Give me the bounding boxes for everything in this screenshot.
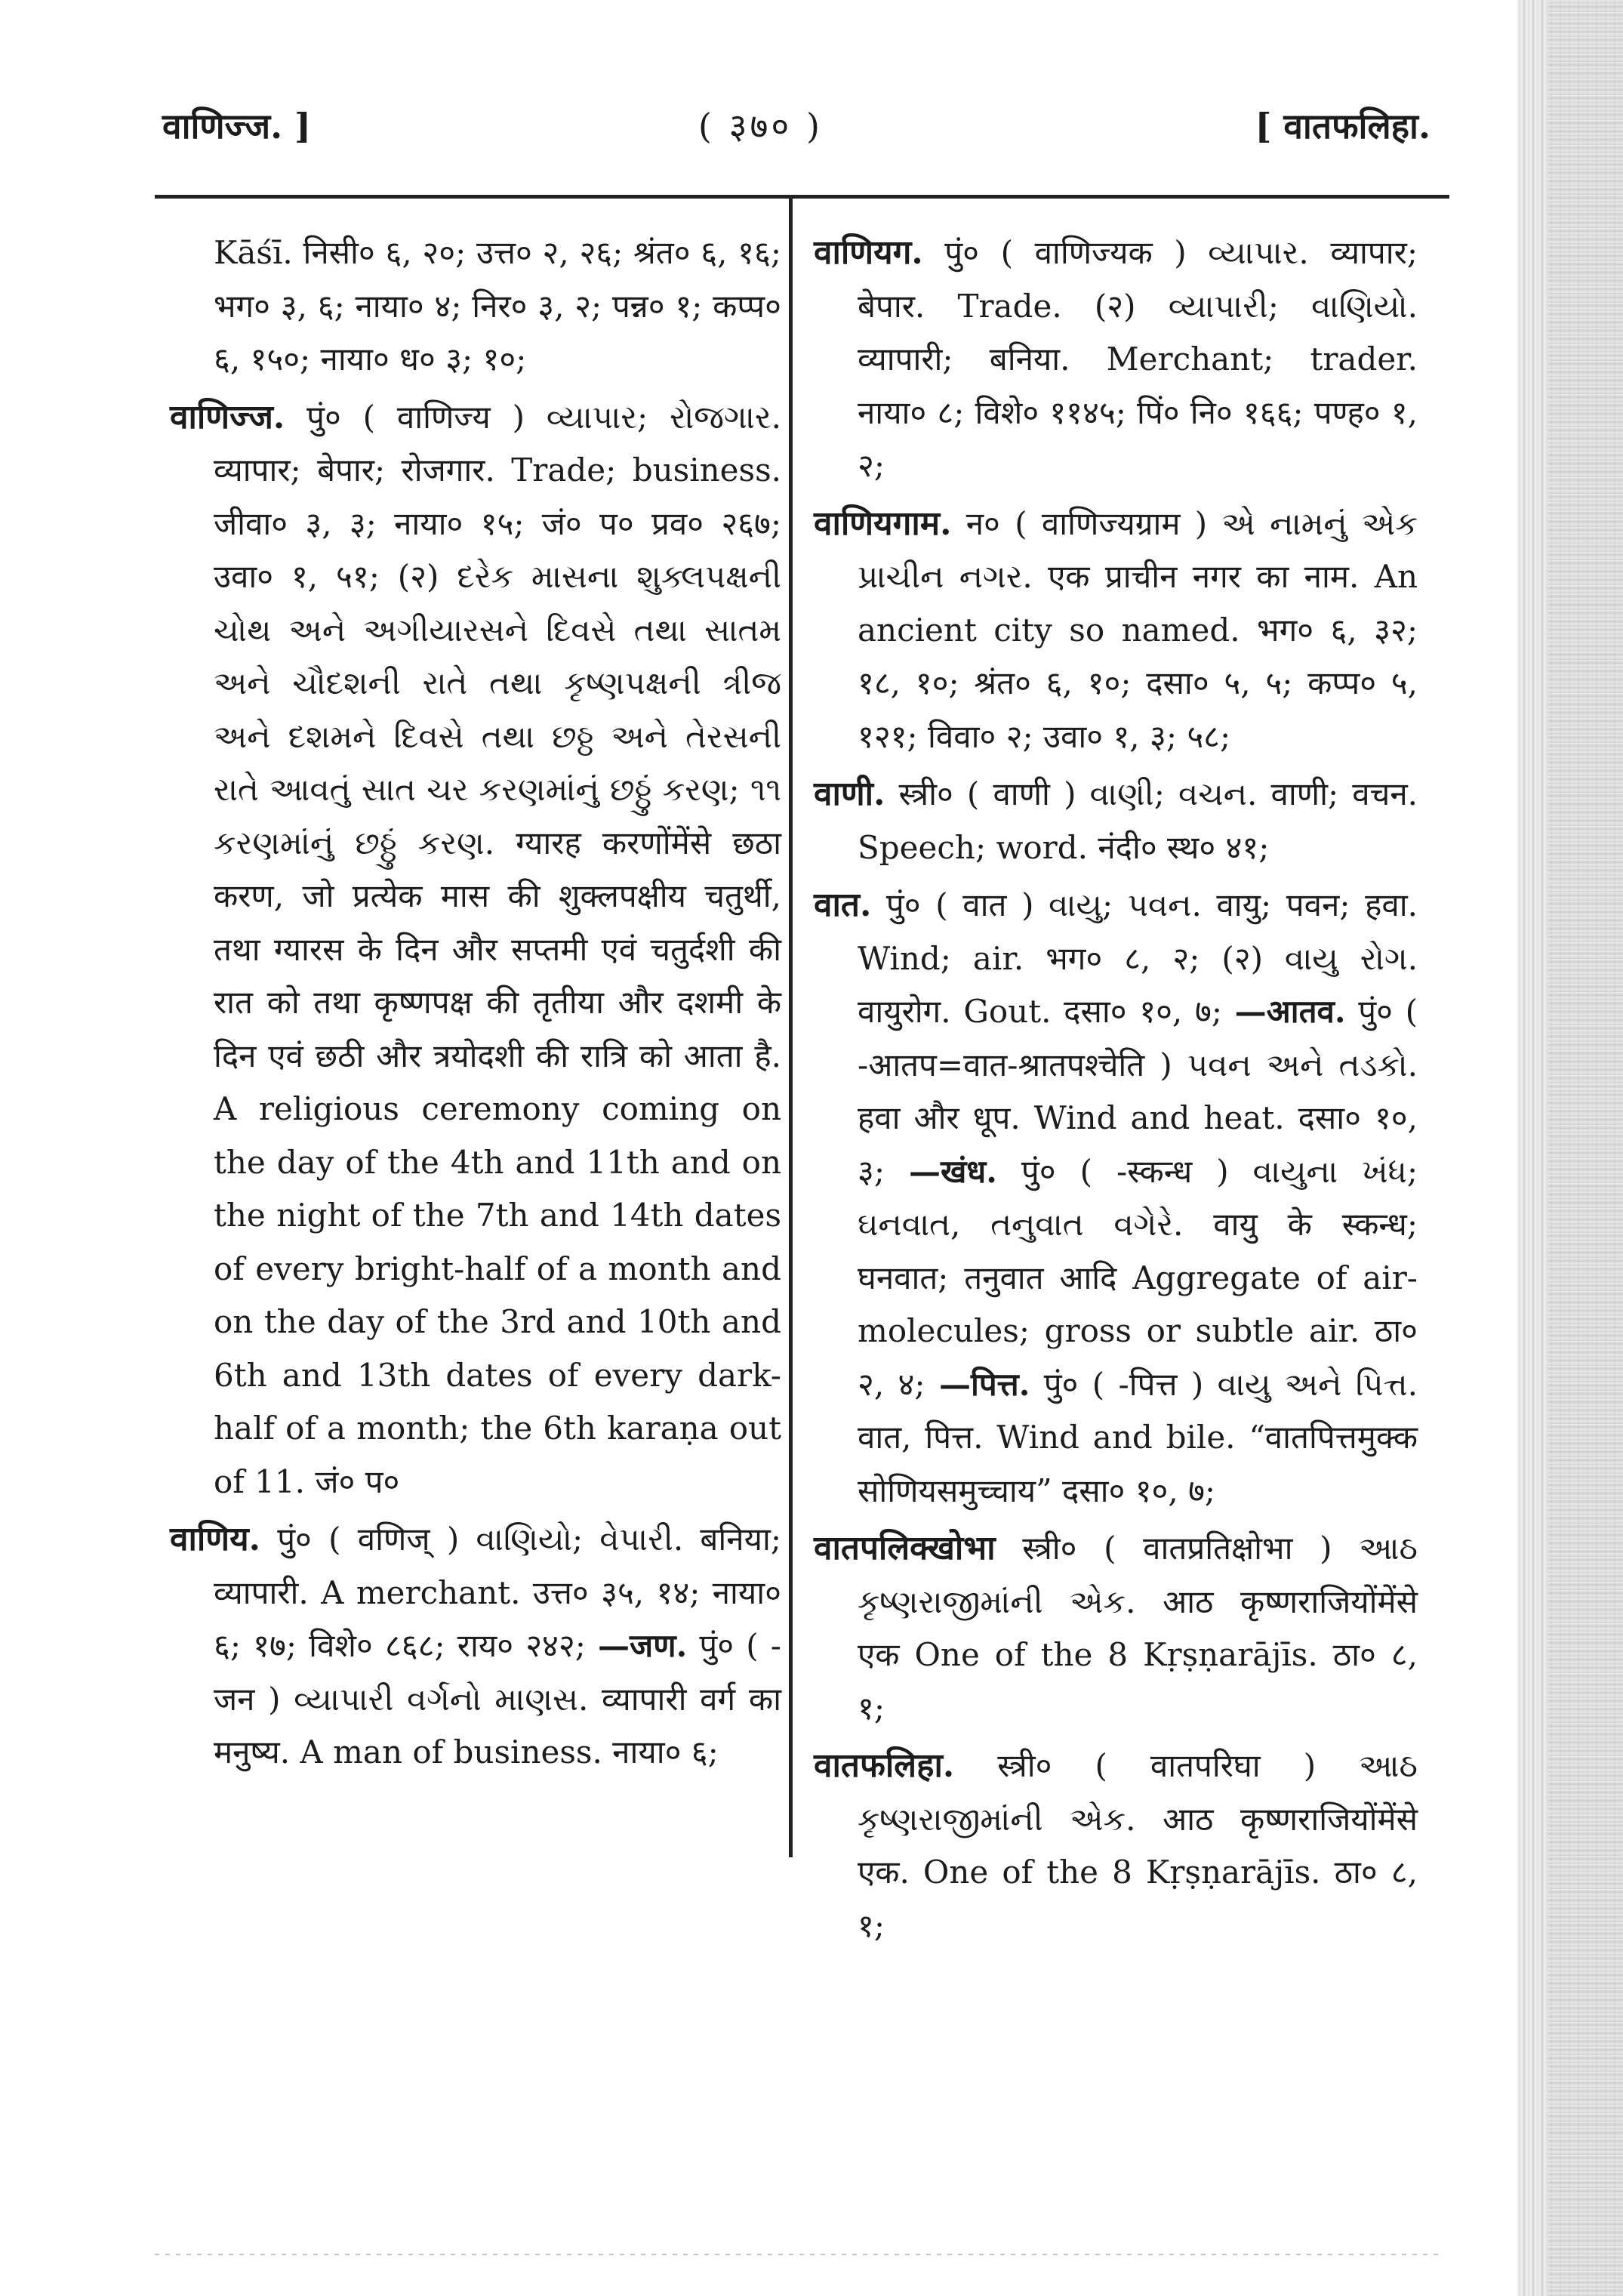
page-header bbox=[162, 102, 1431, 162]
dictionary-entry bbox=[814, 768, 1418, 874]
dictionary-entry bbox=[814, 1522, 1418, 1735]
sub-headword: —पित्त. bbox=[938, 1365, 1030, 1403]
sub-entry-body: पुं० ( -आतप=वात-श्रातपश्चेति ) પવન અને તડકો. हवा और धूप. Wind and heat. दसा० १०, ३; bbox=[858, 993, 1418, 1190]
dictionary-entry bbox=[814, 879, 1418, 1518]
sub-entry-body: पुं० ( -पित्त ) વાયુ અને પિત્ત. वात, पित्त. Wind and bile. “वातपित्तमुक्क सोणियसमुच्चाय” दसा० १०, ७; bbox=[858, 1365, 1418, 1509]
sub-headword: —खंध. bbox=[909, 1152, 997, 1190]
entry-body: पुं० ( वणिज् ) વાણિયો; વેપારી. बनिया; व्यापारी. A merchant. उत्त० ३५, १४; नाया० ६; १७; विशे० ८६८; राय० २४२; bbox=[214, 1521, 781, 1664]
entry-body: पुं० ( वाणिज्य ) વ્યાપાર; રોજગાર. व्यापार; बेपार; रोजगार. Trade; business. जीवा० ३, ३; नाया० १५; जं० प० प्रव० २६७; उवा० १, ५१; (२) દરેક માસના શુક્લપક્ષની ચોથ અને અગીયારસને દિવસે તથા સાતમ અને ચૌદશની રાતે તથા કૃષ્ણપક્ષની ત્રીજ અને દશમને દિવસે તથા છઠ્ઠ અને તેરસની રાતે આવતું સાત ચર કરણમાંનું છઠ્ઠું કરણ; ૧૧ કરણમાંનું છઠ્ઠું કરણ. ग्यारह करणोंमेंसे छठा करण, जो प्रत्येक मास की शुक्लपक्षीय चतुर्थी, तथा ग्यारस के दिन और सप्तमी एवं चतुर्दशी की रात को तथा कृष्णपक्ष की तृतीया और दशमी के दिन एवं छठी और त्रयोदशी की रात्रि को आता है. A religious ceremony coming on the day of the 4th and 11th and on the night of the 7th and 14th dates of every bright-half of a month and on the day of the 3rd and 10th and 6th and 13th dates of every dark-half of a month; the 6th karaṇa out of 11. जं० प० bbox=[214, 398, 781, 1500]
header-last-word: [ वातफलिहा. bbox=[1255, 106, 1431, 146]
entry-headword: वातपलिक्खोभा bbox=[814, 1529, 996, 1567]
entry-body: न० ( वाणिज्यग्राम ) એ નામનું એક પ્રાચીન નગર. एक प्राचीन नगर का नाम. An ancient city so named. भग० ६, ३२; १८, १०; श्रंत० ६, १०; दसा० ५, ५; कप्प० ५, १२१; विवा० २; उवा० १, ३; ५८; bbox=[858, 504, 1418, 755]
scan-bottom-trace bbox=[155, 2254, 1438, 2255]
header-rule bbox=[155, 195, 1449, 199]
entry-headword: वाणी. bbox=[814, 775, 885, 813]
dictionary-entry bbox=[814, 227, 1418, 493]
continuation-text: Kāśī. निसी० ६, २०; उत्त० २, २६; श्रंत० ६, १६; भग० ३, ६; नाया० ४; निर० ३, २; पन्न० १; कप्प० ६, १५०; नाया० ध० ३; १०; bbox=[214, 234, 781, 378]
dictionary-entry bbox=[170, 1513, 781, 1780]
sub-headword: —आतव. bbox=[1234, 993, 1346, 1030]
sub-entry-body: पुं० ( -जन ) વ્યાપારી વર્ગનો માણસ. व्यापारी वर्ग का मनुष्य. A man of business. नाया० ६; bbox=[214, 1627, 781, 1771]
entry-headword: वाणियगाम. bbox=[814, 504, 952, 543]
entry-body: स्त्री० ( वातप्रतिक्षोभा ) આઠ કૃષ્ણરાજીમાંની એક. आठ कृष्णराजियोंमेंसे एक One of the 8 Kṛṣṇarājīs. ठा० ८, १; bbox=[858, 1530, 1418, 1727]
entry-body: पुं० ( वात ) વાયુ; પવન. वायु; पवन; हवा. Wind; air. भग० ८, २; (२) વાયુ રોગ. वायुरोग. Gout. दसा० १०, ७; bbox=[858, 886, 1418, 1030]
entry-headword: वातफलिहा. bbox=[814, 1746, 955, 1785]
entry-headword: वात. bbox=[814, 886, 872, 924]
scan-shadow-edge bbox=[1517, 0, 1623, 2296]
dictionary-entry bbox=[814, 1740, 1418, 1952]
entry-headword: वाणियग. bbox=[814, 233, 923, 272]
right-column bbox=[814, 227, 1418, 1957]
entry-body: पुं० ( वाणिज्यक ) વ્યાપાર. व्यापार; बेपार. Trade. (२) વ્યાપારી; વાણિયો. व्यापारी; बनिया. Merchant; trader. नाया० ८; विशे० ११४५; पिं० नि० १६६; पण्ह० १, २; bbox=[858, 234, 1418, 484]
sub-headword: —जण. bbox=[598, 1627, 688, 1664]
dictionary-entry bbox=[814, 498, 1418, 764]
dictionary-entry bbox=[170, 391, 781, 1509]
sub-entry-body: पुं० ( -स्कन्ध ) વાયુના ખંધ; ઘનવાત, તનુવાત વગેરે. वायु के स्कन्ध; घनवात; तनुवात आदि Aggregate of air-molecules; gross or subtle air. ठा० २, ४; bbox=[858, 1152, 1418, 1403]
entry-body: स्त्री० ( वातपरिघा ) આઠ કૃષ્ણરાજીમાંની એક. आठ कृष्णराजियोंमेंसे एक. One of the 8 Kṛṣṇarājīs. ठा० ८, १; bbox=[858, 1747, 1418, 1944]
header-first-word: वाणिज्ज. ] bbox=[162, 106, 311, 146]
entry-body: स्त्री० ( वाणी ) વાણી; વચન. वाणी; वचन. Speech; word. नंदी० स्थ० ४१; bbox=[858, 775, 1418, 866]
page-number: ( ३७० ) bbox=[698, 106, 823, 146]
entry-headword: वाणिय. bbox=[170, 1520, 260, 1558]
entry-headword: वाणिज्ज. bbox=[170, 397, 285, 436]
left-column bbox=[170, 227, 781, 1784]
column-divider bbox=[789, 196, 793, 1857]
